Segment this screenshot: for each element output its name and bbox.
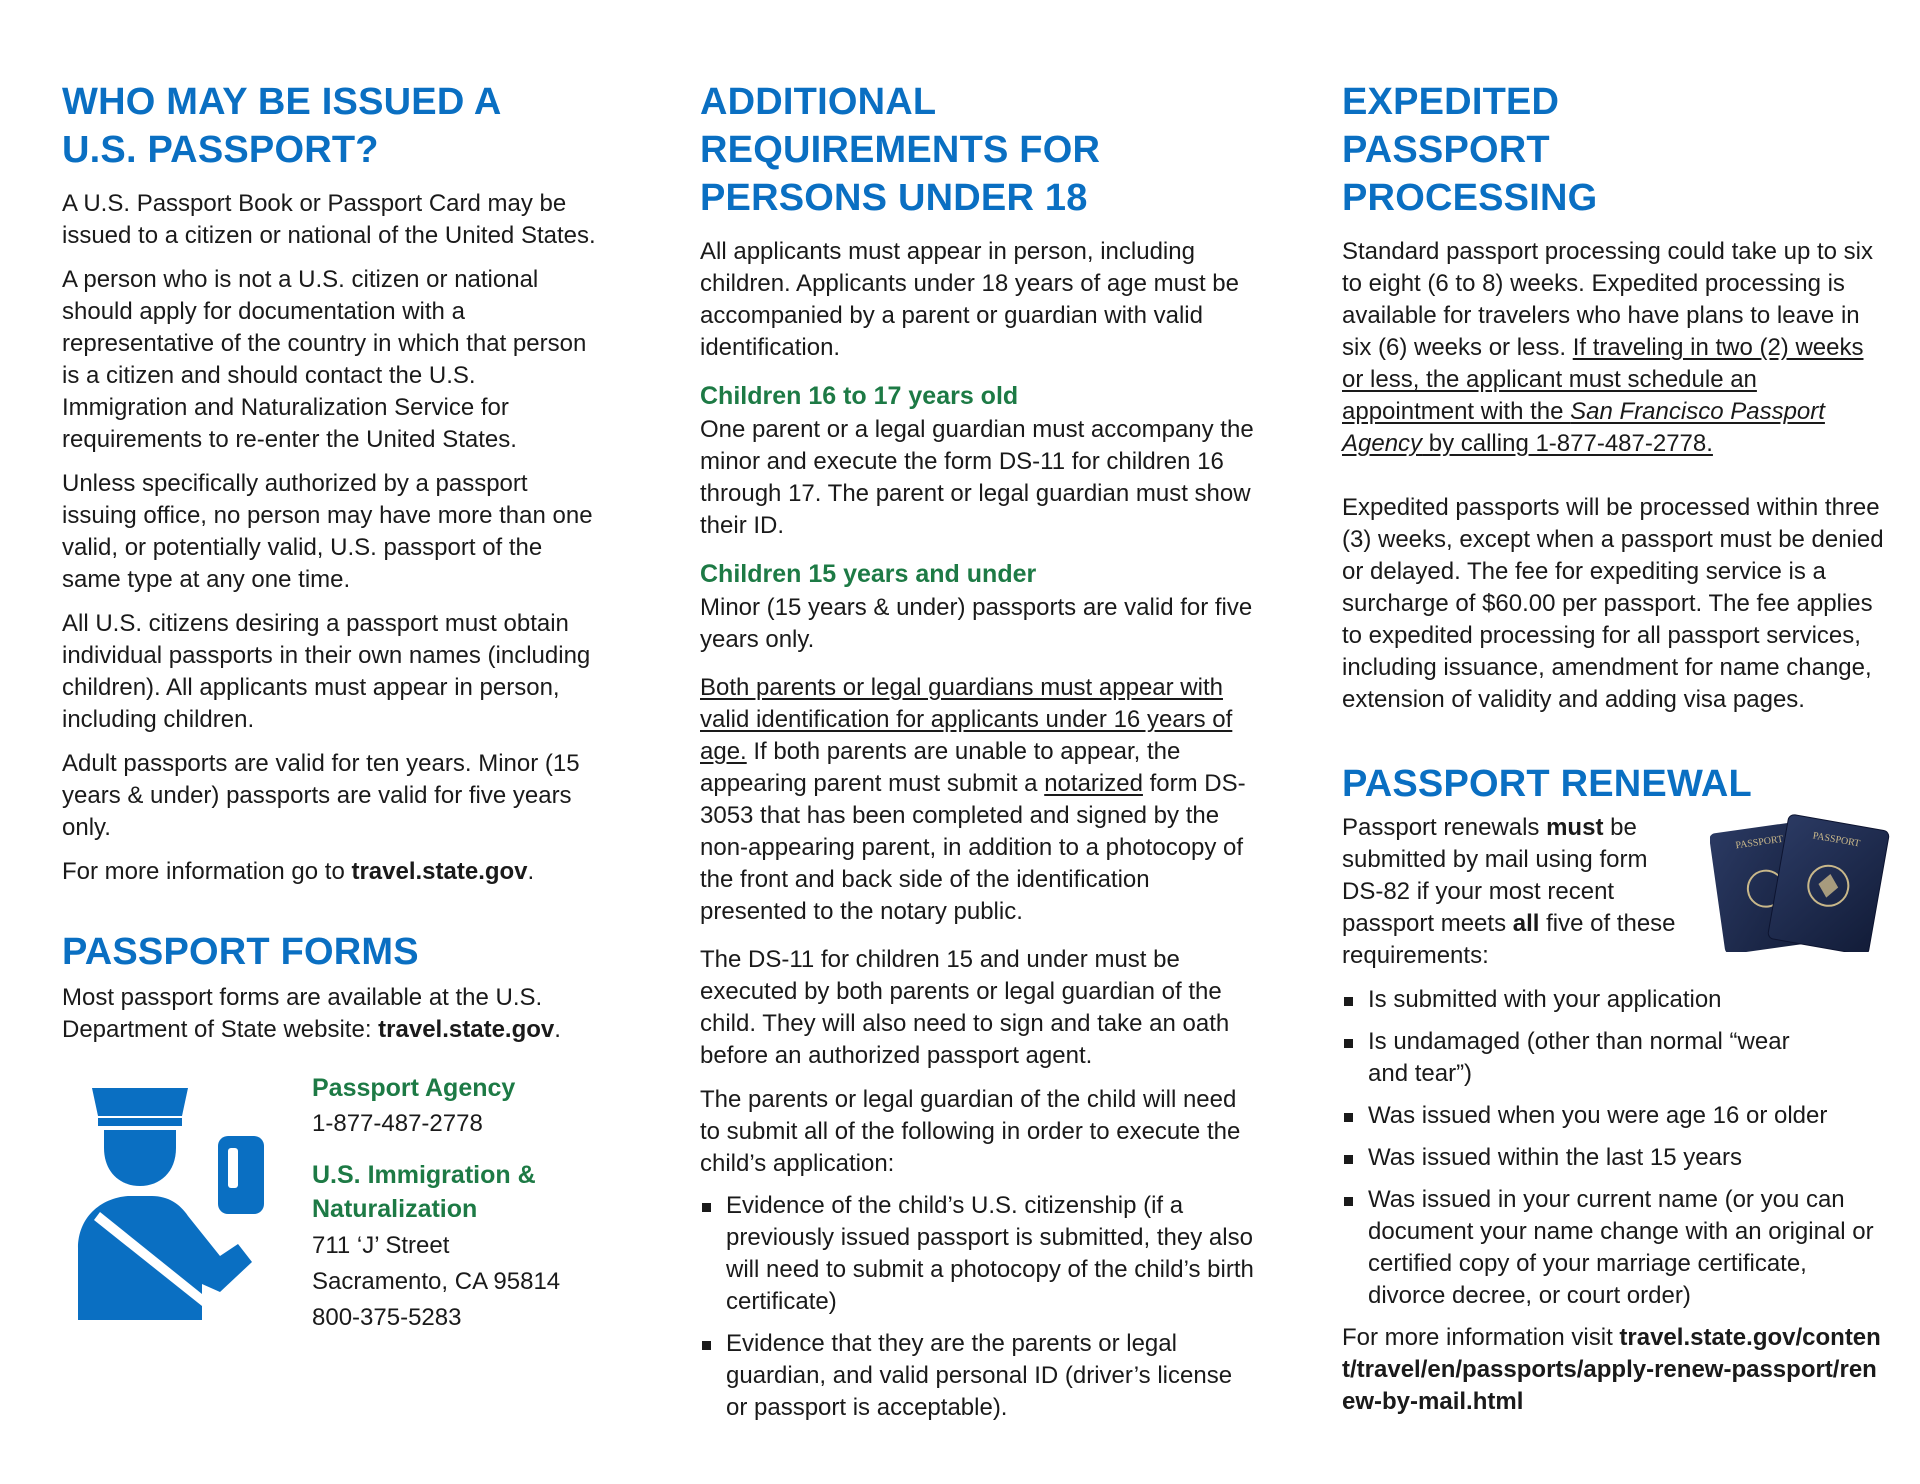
paragraph-renewal-more-info (1342, 1322, 1890, 1418)
paragraph-non-citizen: A person who is not a U.S. citizen or national should apply for documentation with a representative of the country in which that person is a citizen and should contact the U.S. Immigration and Naturalization Service for requirements to re-enter the United States. (62, 266, 587, 453)
sf-agency-italic: San Francisco Passport Agency (1342, 398, 1825, 457)
paragraph-standard-processing (1342, 236, 1890, 460)
more-info-text: For more information go to (62, 858, 352, 885)
ds3053-text: form DS-3053 that has been completed and signed by the non-appearing parent, in addition to a photocopy of the front and back side of the identification presented to the notary public. (700, 770, 1246, 925)
column-who-may-be-issued (62, 78, 602, 1352)
evidence-list (700, 1190, 1260, 1424)
list-item: Was issued when you were age 16 or older (1342, 1100, 1890, 1132)
paragraph-more-info (62, 856, 602, 888)
list-item: Is submitted with your application (1342, 984, 1890, 1016)
passport-cover-label-back: PASSPORT (1734, 833, 1784, 852)
paragraph-15-under: Minor (15 years & under) passports are valid for five years only. (700, 594, 1253, 653)
list-item: Evidence of the child’s U.S. citizenship (if a previously issued passport is submitted, they also will need to submit a photocopy of the child’s birth certificate) (700, 1190, 1260, 1318)
paragraph-forms (62, 982, 602, 1046)
list-item: Was issued within the last 15 years (1342, 1142, 1890, 1174)
paragraph-ds11: The DS-11 for children 15 and under must be executed by both parents or legal guardian of the child. They will also need to sign and take an oath before an authorized passport agent. (700, 946, 1230, 1069)
travel-state-gov-link[interactable]: travel.state.gov (351, 858, 528, 885)
paragraph-submit-all: The parents or legal guardian of the child will need to submit all of the following in order to execute the child’s application: (700, 1086, 1241, 1177)
list-item: Evidence that they are the parents or legal guardian, and valid personal ID (driver’s license or passport is acceptable). (700, 1328, 1260, 1424)
paragraph-individual-passports: All U.S. citizens desiring a passport must obtain individual passports in their own names (including children). All applicants must appear in person, including children. (62, 610, 591, 733)
list-item: Was issued in your current name (or you can document your name change with an original or certified copy of your marriage certificate, divorce decree, or court order) (1342, 1184, 1890, 1312)
both-parents-text: If both parents are unable to appear, the appearing parent must submit a (700, 738, 1181, 797)
forms-text: Most passport forms are available at the U.S. Department of State website: (62, 984, 543, 1043)
contacts-block (62, 1072, 602, 1352)
renewal-intro (1342, 812, 1890, 972)
paragraph-16-17: One parent or a legal guardian must accompany the minor and execute the form DS-11 for children 16 through 17. The parent or legal guardian must show their ID. (700, 416, 1254, 539)
ins-phone: 800-375-5283 (312, 1304, 462, 1331)
heading-expedited: EXPEDITED PASSPORT PROCESSING (1342, 81, 1598, 219)
renewal-text-b: be submitted by mail using form DS-82 if your most recent passport meets (1342, 814, 1648, 937)
contact-list (312, 1072, 612, 1336)
notarized-underlined: notarized (1044, 770, 1143, 797)
passport-cover-label-front: PASSPORT (1811, 830, 1861, 850)
both-parents-underlined: Both parents or legal guardians must appear with valid identification for applicants under 16 years of age. (700, 674, 1233, 765)
calling-text: by calling 1-877-487-2778. (1422, 430, 1713, 457)
passport-agency-title: Passport Agency (312, 1074, 516, 1102)
renewal-text-c: five of these requirements: (1342, 910, 1676, 969)
ins-address-line2: Sacramento, CA 95814 (312, 1268, 561, 1295)
heading-who-may-be-issued: WHO MAY BE ISSUED A U.S. PASSPORT? (62, 81, 501, 171)
paragraph-renewal (1342, 812, 1682, 972)
column-expedited (1342, 78, 1890, 1418)
passport-agency-phone: 1-877-487-2778 (312, 1110, 483, 1137)
subheading-16-17: Children 16 to 17 years old (700, 382, 1019, 410)
passport-officer-icon (70, 1080, 280, 1320)
more-info-period: . (527, 858, 535, 885)
ins-address-line1: 711 ‘J’ Street (312, 1232, 450, 1259)
renewal-must: must (1546, 814, 1604, 841)
paragraph-one-passport: Unless specifically authorized by a passport issuing office, no person may have more than one valid, or potentially valid, U.S. passport of the same type at any one time. (62, 470, 593, 593)
heading-passport-forms: PASSPORT FORMS (62, 931, 419, 973)
ins-title: U.S. Immigration & Naturalization (312, 1161, 536, 1223)
heading-passport-renewal: PASSPORT RENEWAL (1342, 763, 1752, 805)
forms-travel-state-gov-link[interactable]: travel.state.gov (378, 1016, 555, 1043)
heading-under-18: ADDITIONAL REQUIREMENTS FOR PERSONS UNDER 18 (700, 81, 1101, 219)
renewal-text-a: Passport renewals (1342, 814, 1547, 841)
paragraph-appear-in-person: All applicants must appear in person, including children. Applicants under 18 years of age must be accompanied by a parent or guardian with valid identification. (700, 238, 1239, 361)
renewal-all: all (1512, 910, 1540, 937)
paragraph-expedited-fees: Expedited passports will be processed within three (3) weeks, except when a passport must be denied or delayed. The fee for expediting service is a surcharge of $60.00 per passport. The fee applies to expedited processing for all passport services, including issuance, amendment for name change, extension of validity and adding visa pages. (1342, 494, 1884, 713)
list-item: Is undamaged (other than normal “wear and tear”) (1342, 1026, 1812, 1090)
renewal-requirements-list (1342, 984, 1890, 1312)
subheading-15-under: Children 15 years and under (700, 560, 1037, 588)
standard-processing-text: Standard passport processing could take up to six to eight (6 to 8) weeks. Expedited processing is available for travelers who have plans to leave in six (6) weeks or less. (1342, 238, 1873, 361)
renew-by-mail-link[interactable]: travel.state.gov/content/travel/en/passports/apply-renew-passport/renew-by-mail.html (1342, 1324, 1881, 1415)
renewal-more-info-text: For more information visit (1342, 1324, 1620, 1351)
paragraph-eligibility: A U.S. Passport Book or Passport Card may be issued to a citizen or national of the United States. (62, 190, 596, 249)
column-under-18 (700, 78, 1260, 1424)
passports-image (1710, 812, 1890, 952)
forms-period: . (554, 1016, 561, 1043)
paragraph-validity: Adult passports are valid for ten years. Minor (15 years & under) passports are valid for five years only. (62, 750, 580, 841)
paragraph-both-parents (700, 672, 1260, 928)
two-weeks-text: If traveling in two (2) weeks or less, the applicant must schedule an appointment with the (1342, 334, 1864, 425)
